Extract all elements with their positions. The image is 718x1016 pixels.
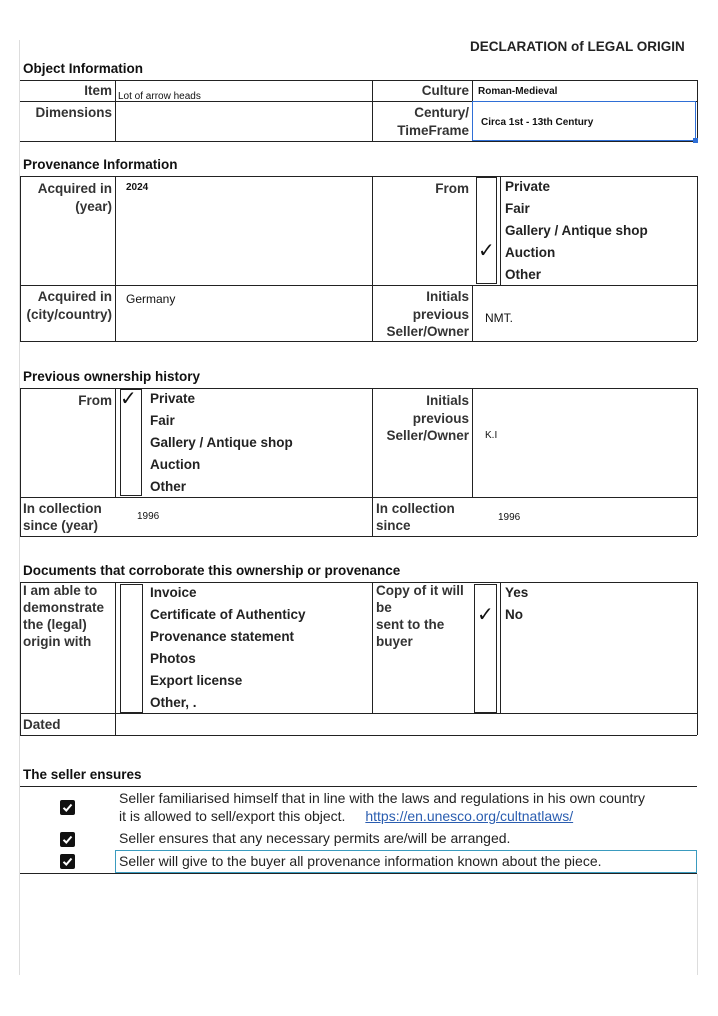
able-label-4: origin with xyxy=(23,634,92,649)
seller-checkbox-2[interactable] xyxy=(60,832,75,847)
hist-initials-label-2: previous xyxy=(412,411,469,426)
seller-checkbox-3[interactable] xyxy=(60,854,75,869)
history-option-gallery[interactable]: Gallery / Antique shop xyxy=(150,435,293,450)
history-option-fair[interactable]: Fair xyxy=(150,413,175,428)
acquired-year-label-2: (year) xyxy=(75,199,112,214)
copy-label-1: Copy of it will xyxy=(376,583,464,598)
century-value: Circa 1st - 13th Century xyxy=(481,117,594,128)
able-label-1: I am able to xyxy=(23,583,98,598)
object-info-heading: Object Information xyxy=(23,61,144,76)
prov-initials-label-1: Initials xyxy=(426,289,469,304)
copy-label-2: be xyxy=(376,600,392,615)
provenance-option-gallery[interactable]: Gallery / Antique shop xyxy=(505,223,648,238)
doc-option-export[interactable]: Export license xyxy=(150,673,243,688)
acquired-city-field[interactable]: Germany xyxy=(126,292,176,306)
checkmark-icon xyxy=(62,834,73,845)
culture-label: Culture xyxy=(421,83,469,98)
provenance-check-icon: ✓ xyxy=(478,240,495,262)
seller-item-1-line-1: Seller familiarised himself that in line with the laws and regulations in his own country xyxy=(119,790,646,806)
dated-label: Dated xyxy=(23,717,61,732)
dimensions-label: Dimensions xyxy=(35,105,112,120)
acquired-year-label-1: Acquired in xyxy=(37,181,112,196)
provenance-option-other[interactable]: Other xyxy=(505,267,542,282)
unesco-link[interactable]: https://en.unesco.org/cultnatlaws/ xyxy=(365,808,574,824)
doc-option-provenance[interactable]: Provenance statement xyxy=(150,629,295,644)
item-label: Item xyxy=(84,83,112,98)
acquired-city-label-1: Acquired in xyxy=(37,289,112,304)
seller-item-1-line-2 xyxy=(119,808,573,825)
collection-since-label-1: In collection xyxy=(376,501,455,516)
acquired-city-label-2: (city/country) xyxy=(26,307,112,322)
provenance-option-fair[interactable]: Fair xyxy=(505,201,530,216)
field-resize-handle[interactable] xyxy=(693,138,698,143)
hist-initials-label-3: Seller/Owner xyxy=(386,428,469,443)
provenance-from-label: From xyxy=(435,181,469,196)
dated-field[interactable] xyxy=(116,714,696,735)
copy-option-yes[interactable]: Yes xyxy=(505,585,529,600)
dimensions-field[interactable] xyxy=(116,102,372,141)
history-check-icon: ✓ xyxy=(120,388,137,410)
century-label-1: Century/ xyxy=(414,105,469,120)
century-label-2: TimeFrame xyxy=(397,123,469,138)
page-title: DECLARATION of LEGAL ORIGIN xyxy=(470,39,685,54)
history-option-auction[interactable]: Auction xyxy=(150,457,201,472)
prov-initials-label-3: Seller/Owner xyxy=(386,324,469,339)
documents-checkbox-column[interactable] xyxy=(120,584,143,713)
able-label-3: the (legal) xyxy=(23,617,87,632)
provenance-heading: Provenance Information xyxy=(23,157,178,172)
documents-heading: Documents that corroborate this ownership or provenance xyxy=(23,563,401,578)
checkmark-icon xyxy=(62,802,73,813)
history-heading: Previous ownership history xyxy=(23,369,201,384)
collection-since-field[interactable]: 1996 xyxy=(498,512,521,523)
copy-option-no[interactable]: No xyxy=(505,607,523,622)
hist-initials-label-1: Initials xyxy=(426,393,469,408)
collection-year-field[interactable]: 1996 xyxy=(137,511,160,522)
century-field[interactable] xyxy=(472,101,696,141)
doc-option-photos[interactable]: Photos xyxy=(150,651,196,666)
seller-item-1-text: it is allowed to sell/export this object. xyxy=(119,808,346,824)
collection-since-label-2: since xyxy=(376,518,411,533)
seller-checkbox-1[interactable] xyxy=(60,800,75,815)
seller-item-3-box[interactable] xyxy=(115,850,697,873)
prov-initials-label-2: previous xyxy=(412,307,469,322)
page-edge xyxy=(697,874,698,975)
seller-item-2: Seller ensures that any necessary permits are/will be arranged. xyxy=(119,830,511,846)
copy-label-3: sent to the xyxy=(376,617,445,632)
copy-label-4: buyer xyxy=(376,634,413,649)
doc-option-certificate[interactable]: Certificate of Authenticy xyxy=(150,607,306,622)
doc-option-invoice[interactable]: Invoice xyxy=(150,585,197,600)
collection-year-label-2: since (year) xyxy=(23,518,99,533)
provenance-option-auction[interactable]: Auction xyxy=(505,245,556,260)
hist-initials-field[interactable]: K.I xyxy=(485,430,498,441)
provenance-checkbox-column[interactable] xyxy=(476,177,497,284)
provenance-option-private[interactable]: Private xyxy=(505,179,551,194)
history-option-other[interactable]: Other xyxy=(150,479,187,494)
acquired-year-field[interactable]: 2024 xyxy=(126,182,149,193)
collection-year-label-1: In collection xyxy=(23,501,102,516)
culture-field[interactable]: Roman-Medieval xyxy=(478,86,558,97)
item-field[interactable]: Lot of arrow heads xyxy=(118,91,201,102)
prov-initials-field[interactable]: NMT. xyxy=(485,311,513,325)
seller-heading: The seller ensures xyxy=(23,767,142,782)
checkmark-icon xyxy=(62,856,73,867)
able-label-2: demonstrate xyxy=(23,600,105,615)
seller-item-3: Seller will give to the buyer all provenance information known about the piece. xyxy=(119,853,602,869)
copy-check-icon: ✓ xyxy=(477,604,494,626)
history-option-private[interactable]: Private xyxy=(150,391,196,406)
history-from-label: From xyxy=(78,393,112,408)
doc-option-other[interactable]: Other, . xyxy=(150,695,197,710)
